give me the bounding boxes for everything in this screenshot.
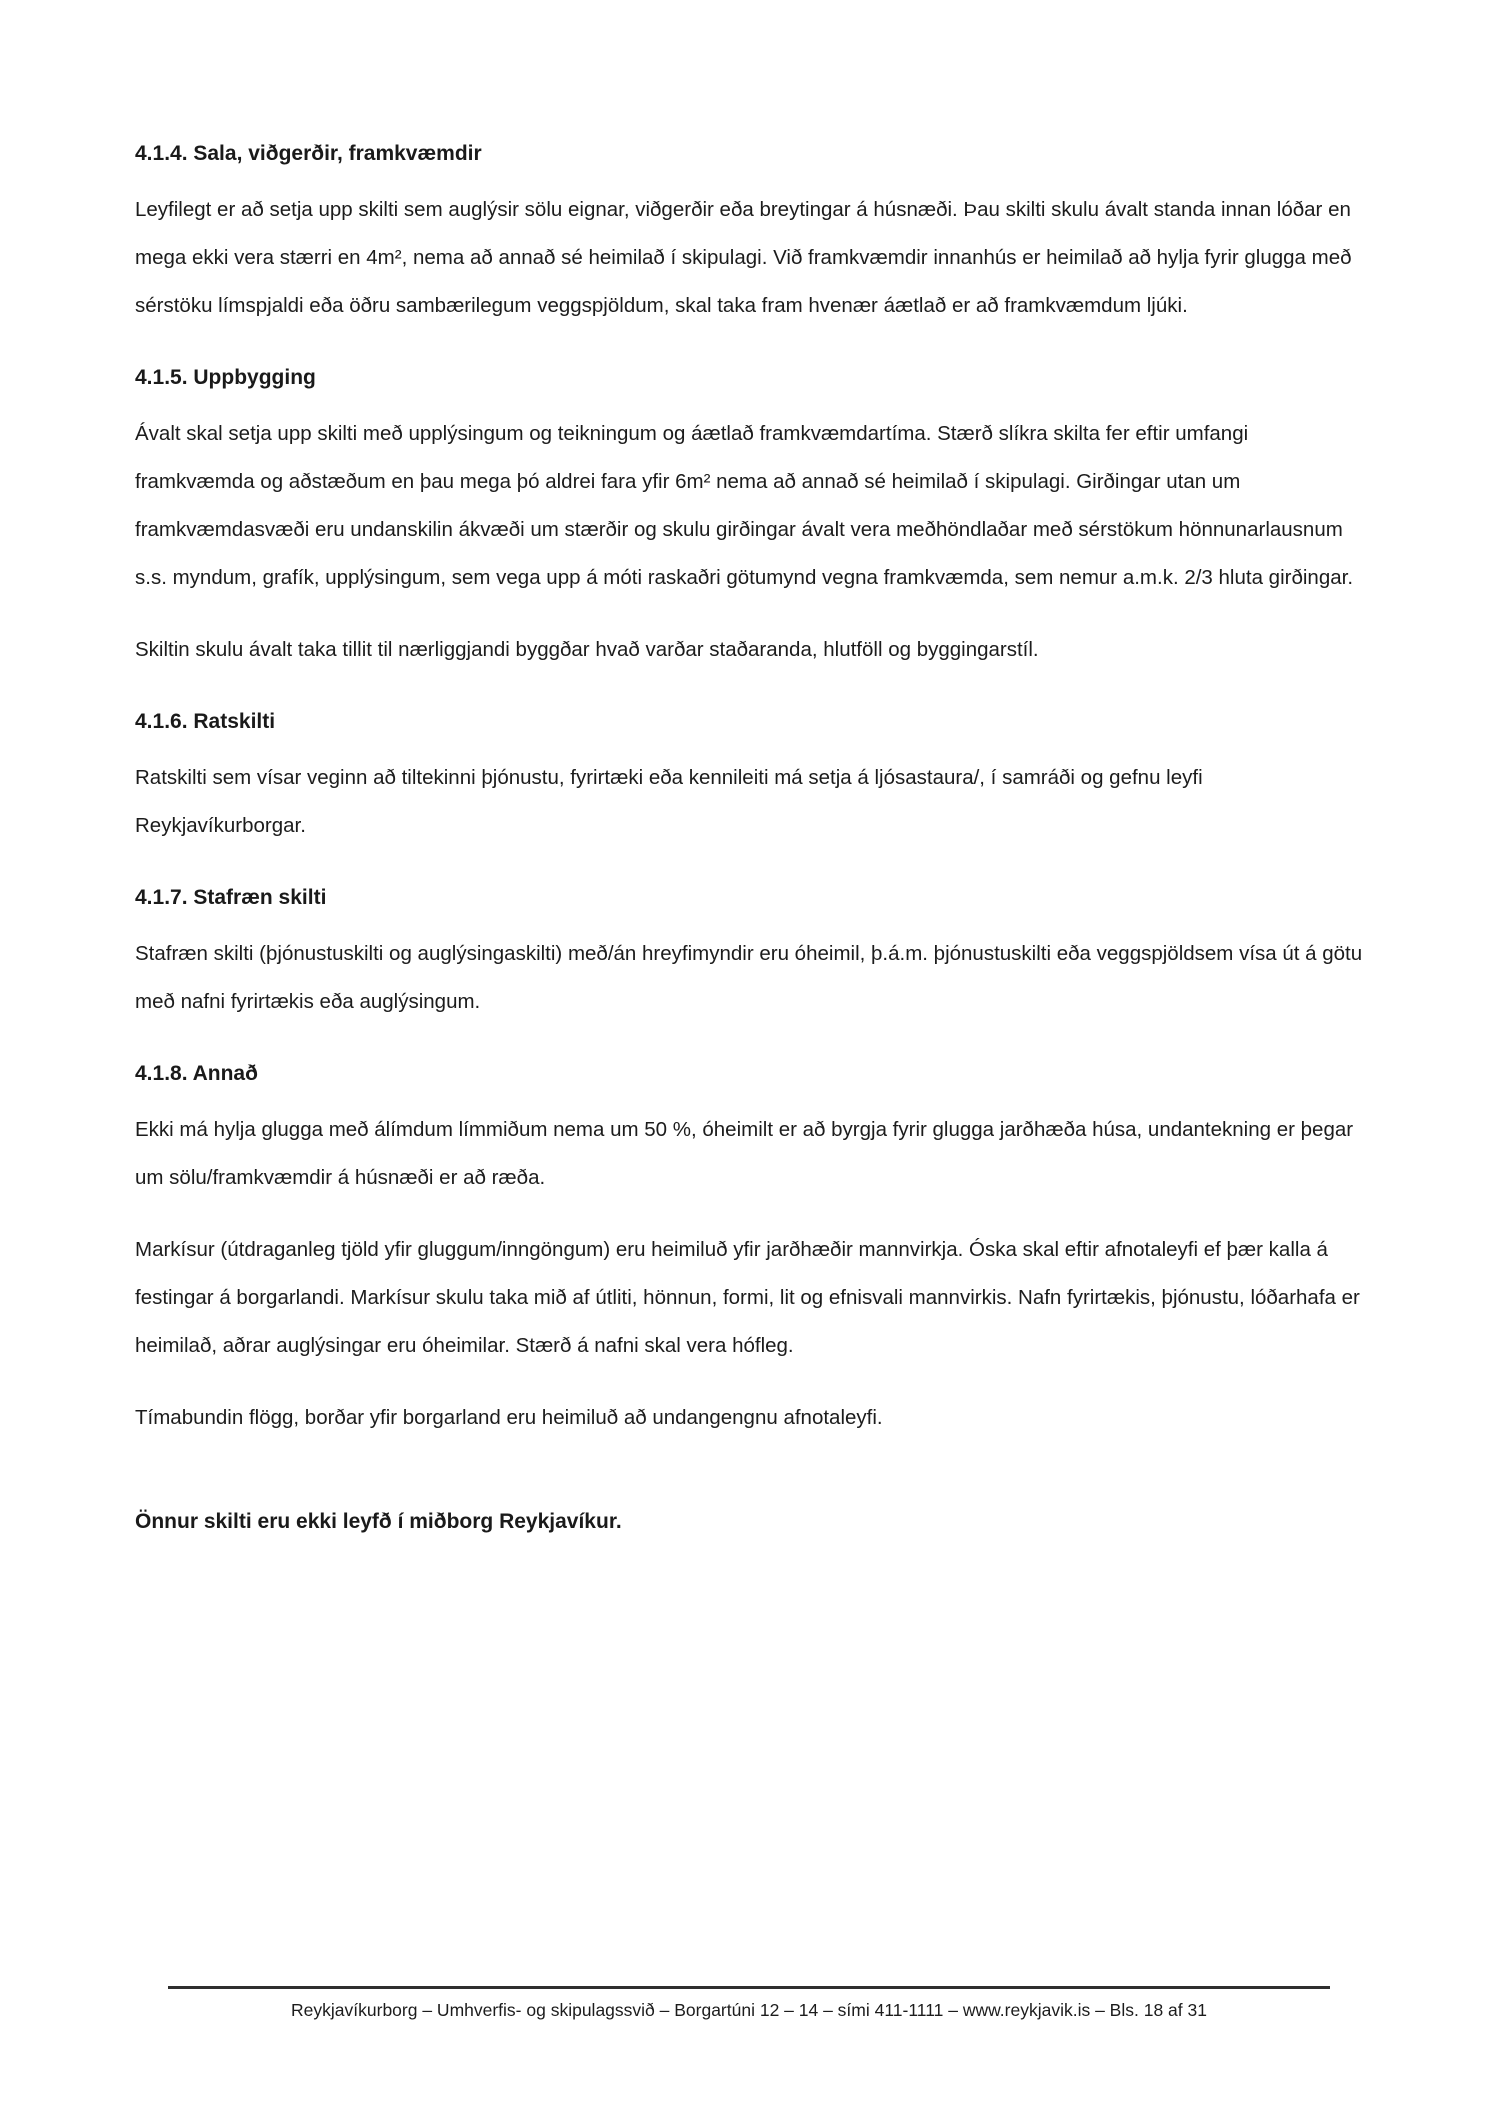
paragraph: Stafræn skilti (þjónustuskilti og auglýsingaskilti) með/án hreyfimyndir eru óheimil, þ.á.m. þjónustuskilti eða veggspjöldsem vísa út á götu með nafni fyrirtækis eða auglýsingum. bbox=[135, 942, 1363, 1013]
paragraph: Leyfilegt er að setja upp skilti sem auglýsir sölu eignar, viðgerðir eða breytingar á húsnæði. Þau skilti skulu ávalt standa innan lóðar en mega ekki vera stærri en 4m², nema að annað sé heimilað í skipulagi. Við framkvæmdir innanhús er heimilað að hylja fyrir glugga með sérstöku límspjaldi eða öðru sambærilegum veggspjöldum, skal taka fram hvenær áætlað er að framkvæmdum ljúki. bbox=[135, 198, 1352, 317]
footer-text: Reykjavíkurborg – Umhverfis- og skipulagssvið – Borgartúni 12 – 14 – sími 411-1111 – www.reykjavik.is – Bls. 18 af 31 bbox=[291, 2000, 1207, 2020]
section-annad bbox=[135, 1050, 1373, 1442]
page-footer bbox=[168, 1986, 1330, 2022]
paragraph: Ekki má hylja glugga með álímdum límmiðum nema um 50 %, óheimilt er að byrgja fyrir glugga jarðhæða húsa, undantekning er þegar um sölu/framkvæmdir á húsnæði er að ræða. bbox=[135, 1118, 1354, 1189]
paragraph: Ratskilti sem vísar veginn að tiltekinni þjónustu, fyrirtæki eða kennileiti má setja á ljósastaura/, í samráði og gefnu leyfi Reykjavíkurborgar. bbox=[135, 766, 1203, 837]
closing-statement: Önnur skilti eru ekki leyfð í miðborg Reykjavíkur. bbox=[135, 1510, 622, 1533]
section-stafraen-skilti bbox=[135, 874, 1373, 1026]
section-ratskilti bbox=[135, 698, 1373, 850]
paragraph: Ávalt skal setja upp skilti með upplýsingum og teikningum og áætlað framkvæmdartíma. Stærð slíkra skilta fer eftir umfangi framkvæmda og aðstæðum en þau mega þó aldrei fara yfir 6m² nema að annað sé heimilað í skipulagi. Girðingar utan um framkvæmdasvæði eru undanskilin ákvæði um stærðir og skulu girðingar ávalt vera meðhöndlaðar með sérstökum hönnunarlausnum s.s. myndum, grafík, upplýsingum, sem vega upp á móti raskaðri götumynd vegna framkvæmda, sem nemur a.m.k. 2/3 hluta girðingar. bbox=[135, 422, 1354, 589]
document-body bbox=[135, 130, 1373, 1546]
section-heading: 4.1.8. Annað bbox=[135, 1062, 258, 1085]
section-heading: 4.1.4. Sala, viðgerðir, framkvæmdir bbox=[135, 142, 482, 165]
section-heading: 4.1.7. Stafræn skilti bbox=[135, 886, 327, 909]
paragraph: Tímabundin flögg, borðar yfir borgarland eru heimiluð að undangengnu afnotaleyfi. bbox=[135, 1406, 883, 1429]
paragraph: Markísur (útdraganleg tjöld yfir gluggum/inngöngum) eru heimiluð yfir jarðhæðir mannvirkja. Óska skal eftir afnotaleyfi ef þær kalla á festingar á borgarlandi. Markísur skulu taka mið af útliti, hönnun, formi, lit og efnisvali mannvirkis. Nafn fyrirtækis, þjónustu, lóðarhafa er heimilað, aðrar auglýsingar eru óheimilar. Stærð á nafni skal vera hófleg. bbox=[135, 1238, 1360, 1357]
section-heading: 4.1.6. Ratskilti bbox=[135, 710, 276, 733]
section-uppbygging bbox=[135, 354, 1373, 674]
paragraph: Skiltin skulu ávalt taka tillit til nærliggjandi byggðar hvað varðar staðaranda, hlutföll og byggingarstíl. bbox=[135, 638, 1039, 661]
section-heading: 4.1.5. Uppbygging bbox=[135, 366, 316, 389]
section-sala-vidgerdir-framkvaemdir bbox=[135, 130, 1373, 330]
